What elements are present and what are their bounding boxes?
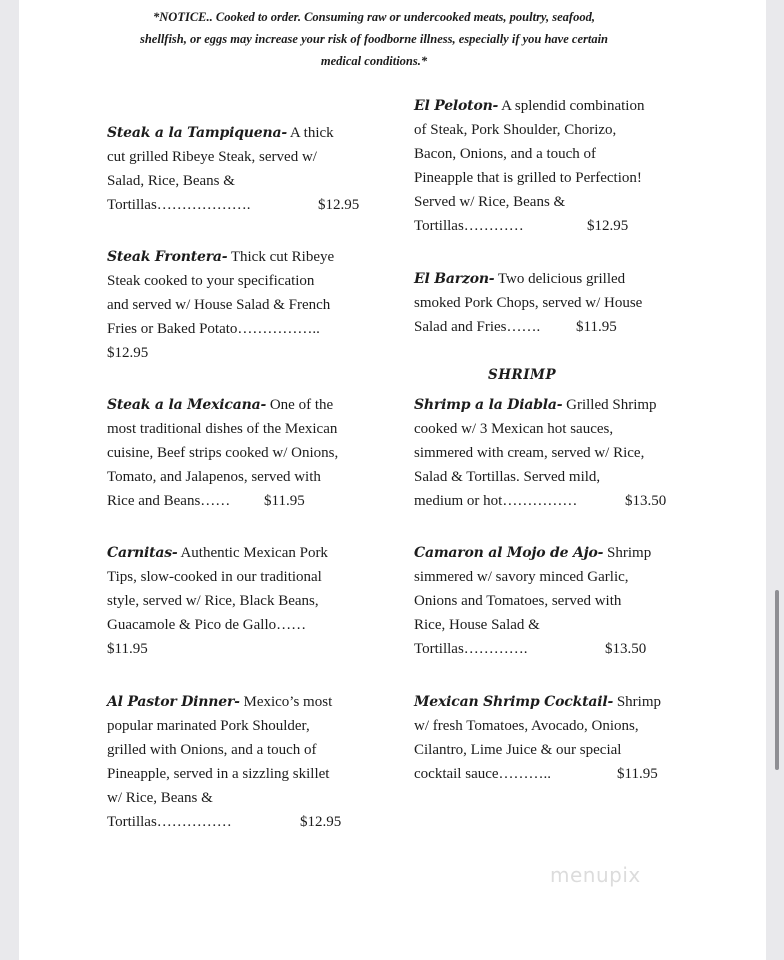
- item-desc: w/ Rice, Beans &: [107, 790, 213, 806]
- item-desc: Tortillas……………….: [107, 197, 251, 213]
- menu-item-al-pastor: [107, 690, 342, 834]
- item-price: $11.95: [617, 766, 658, 782]
- item-desc: One of the: [269, 397, 334, 413]
- item-desc: Salad & Tortillas. Served mild,: [414, 469, 601, 485]
- menu-item-shrimp-diabla: [414, 393, 667, 513]
- menu-item-steak-tampiquena: [107, 121, 360, 217]
- item-price: $11.95: [264, 493, 305, 509]
- item-desc: style, served w/ Rice, Black Beans,: [107, 593, 319, 609]
- menu-item-el-peloton: [414, 94, 644, 238]
- item-desc: Two delicious grilled: [497, 271, 626, 287]
- item-desc: Tips, slow-cooked in our traditional: [107, 569, 322, 585]
- item-name: Al Pastor Dinner-: [107, 694, 240, 710]
- item-price: $12.95: [107, 345, 149, 361]
- item-desc: simmered w/ savory minced Garlic,: [414, 569, 629, 585]
- item-desc: most traditional dishes of the Mexican: [107, 421, 338, 437]
- item-desc: cut grilled Ribeye Steak, served w/: [107, 149, 317, 165]
- item-desc: Authentic Mexican Pork: [180, 545, 328, 561]
- section-title-shrimp: SHRIMP: [488, 367, 557, 383]
- item-desc: cooked w/ 3 Mexican hot sauces,: [414, 421, 614, 437]
- notice-text: [94, 6, 654, 72]
- item-price: $11.95: [107, 641, 148, 657]
- item-desc: Served w/ Rice, Beans &: [414, 194, 566, 210]
- item-desc: Cilantro, Lime Juice & our special: [414, 742, 622, 758]
- item-desc: Steak cooked to your specification: [107, 273, 315, 289]
- menu-item-el-barzon: [414, 267, 642, 339]
- item-desc: Rice and Beans……: [107, 493, 231, 509]
- notice-line: shellfish, or eggs may increase your risk of foodborne illness, especially if you have certain: [139, 32, 609, 46]
- item-desc: cuisine, Beef strips cooked w/ Onions,: [107, 445, 339, 461]
- item-desc: cocktail sauce………..: [414, 766, 552, 782]
- item-desc: Pineapple, served in a sizzling skillet: [107, 766, 330, 782]
- menu-item-shrimp-cocktail: [414, 690, 661, 786]
- item-price: $12.95: [318, 197, 360, 213]
- item-desc: and served w/ House Salad & French: [107, 297, 331, 313]
- item-desc: Shrimp: [616, 694, 662, 710]
- item-price: $13.50: [605, 641, 647, 657]
- menu-item-carnitas: [107, 541, 328, 661]
- item-price: $12.95: [587, 218, 629, 234]
- item-name: Camaron al Mojo de Ajo-: [414, 545, 604, 561]
- item-desc: Salad and Fries…….: [414, 319, 541, 335]
- item-name: Carnitas-: [107, 545, 178, 561]
- item-desc: Rice, House Salad &: [414, 617, 540, 633]
- item-price: $12.95: [300, 814, 342, 830]
- menu-item-steak-frontera: [107, 245, 334, 365]
- item-name: Shrimp a la Diabla-: [414, 397, 563, 413]
- item-name: El Barzon-: [414, 271, 495, 287]
- item-desc: grilled with Onions, and a touch of: [107, 742, 317, 758]
- item-desc: Tortillas………….: [414, 641, 528, 657]
- item-name: Steak a la Mexicana-: [107, 397, 267, 413]
- item-desc: Fries or Baked Potato……………..: [107, 321, 320, 337]
- item-desc: Shrimp: [607, 545, 652, 561]
- item-desc: Bacon, Onions, and a touch of: [414, 146, 597, 162]
- menu-item-steak-mexicana: [107, 393, 338, 513]
- item-desc: A thick: [289, 125, 334, 141]
- notice-line: medical conditions.*: [320, 54, 428, 68]
- item-desc: Thick cut Ribeye: [230, 249, 335, 265]
- item-desc: Guacamole & Pico de Gallo……: [107, 617, 307, 633]
- item-desc: Mexico’s most: [243, 694, 333, 710]
- item-desc: medium or hot……………: [414, 493, 578, 509]
- item-desc: Tomato, and Jalapenos, served with: [107, 469, 321, 485]
- notice-line: *NOTICE.. Cooked to order. Consuming raw or undercooked meats, poultry, seafood,: [153, 10, 595, 24]
- scrollbar-thumb[interactable]: [775, 590, 779, 770]
- item-desc: Salad, Rice, Beans &: [107, 173, 235, 189]
- menupix-watermark: menupix: [550, 863, 641, 887]
- item-desc: popular marinated Pork Shoulder,: [107, 718, 310, 734]
- item-price: $13.50: [625, 493, 667, 509]
- item-desc: A splendid combination: [501, 98, 645, 114]
- item-price: $11.95: [576, 319, 617, 335]
- item-desc: smoked Pork Chops, served w/ House: [414, 295, 643, 311]
- item-desc: w/ fresh Tomatoes, Avocado, Onions,: [414, 718, 639, 734]
- item-name: Mexican Shrimp Cocktail-: [414, 694, 614, 710]
- item-desc: Pineapple that is grilled to Perfection!: [414, 170, 642, 186]
- item-desc: of Steak, Pork Shoulder, Chorizo,: [414, 122, 617, 138]
- item-desc: Tortillas…………: [414, 218, 524, 234]
- item-desc: Onions and Tomatoes, served with: [414, 593, 622, 609]
- menu-item-camaron-mojo-ajo: [414, 541, 651, 661]
- item-desc: simmered with cream, served w/ Rice,: [414, 445, 645, 461]
- item-name: Steak Frontera-: [107, 249, 228, 265]
- item-desc: Grilled Shrimp: [566, 397, 657, 413]
- item-name: El Peloton-: [414, 98, 499, 114]
- item-name: Steak a la Tampiquena-: [107, 125, 287, 141]
- item-desc: Tortillas……………: [107, 814, 232, 830]
